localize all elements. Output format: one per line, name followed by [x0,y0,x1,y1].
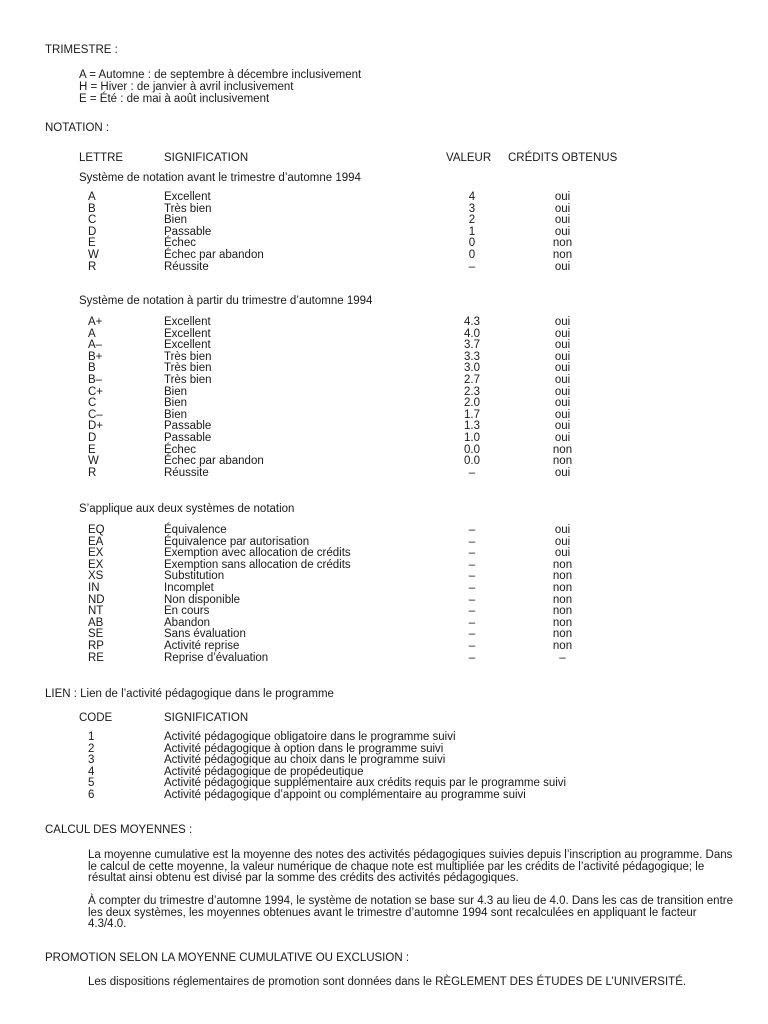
grade-signification: Sans évaluation [164,628,246,641]
grade-valeur: 3.3 [464,350,480,363]
calcul-heading: CALCUL DES MOYENNES : [45,824,193,836]
trimestre-line-automne: A = Automne : de septembre à décembre inclusivement [79,69,362,81]
grade-row [0,583,768,595]
grade-row [0,629,768,641]
grade-code: W [88,249,99,261]
grade-signification: Non disponible [164,593,241,606]
grade-code: EA [88,535,104,548]
grade-code: ND [88,593,105,606]
lien-code: 5 [88,777,95,790]
grade-valeur: – [468,605,476,618]
grade-valeur: 4.0 [464,327,480,340]
grade-code: IN [88,582,100,594]
grade-valeur: – [468,466,476,479]
grade-valeur: 2.0 [464,397,480,410]
grade-signification: Activité reprise [164,640,240,652]
grade-signification: Échec [164,237,196,250]
grade-code: B+ [88,350,103,363]
grade-credits: non [552,582,573,594]
grade-signification: Reprise d’évaluation [164,651,269,664]
trimestre-line-hiver: H = Hiver : de janvier à avril inclusivement [79,81,294,93]
grade-valeur: 4.3 [464,316,480,328]
lien-row [0,755,768,767]
grade-valeur: 0.0 [464,443,480,456]
grade-signification: Équivalence [164,524,227,536]
grade-code: A– [88,339,103,352]
grade-code: B– [88,374,103,386]
grade-credits: non [552,616,573,629]
grade-signification: Exemption sans allocation de crédits [164,558,351,571]
grade-row [0,410,768,422]
grade-signification: Bien [164,397,188,410]
promotion-text: Les dispositions réglementaires de promotion sont données dans le RÈGLEMENT DES ÉTUDES DE L’UNIVERSITÉ. [88,976,687,988]
lien-col-header-signification: SIGNIFICATION [164,712,249,724]
grade-row [0,215,768,227]
grade-code: D+ [88,420,104,433]
both-systems-title: S’applique aux deux systèmes de notation [79,503,295,515]
grade-row [0,641,768,653]
grade-row [0,317,768,329]
grade-credits: non [552,640,573,652]
grade-credits: non [552,605,573,618]
grade-valeur: 3.7 [464,339,480,352]
grade-row [0,204,768,216]
grade-row [0,571,768,583]
grade-credits: oui [554,432,571,444]
grade-code: A [88,191,96,203]
grade-signification: Excellent [164,339,211,352]
lien-signification: Activité pédagogique au choix dans le programme suivi [164,754,446,767]
trimestre-heading: TRIMESTRE : [45,44,118,56]
grade-valeur: 1 [468,225,476,238]
lien-row [0,790,768,802]
grade-row [0,456,768,468]
grade-row [0,445,768,457]
grade-valeur: 4 [468,191,476,203]
grade-row [0,250,768,262]
grade-valeur: – [468,640,476,652]
grade-credits: non [552,628,573,641]
grade-valeur: 2.3 [464,385,480,398]
grade-row [0,227,768,239]
grade-signification: Très bien [164,202,212,215]
lien-code: 6 [88,789,95,801]
grade-valeur: 1.0 [464,432,480,444]
grade-row [0,560,768,572]
grade-credits: non [552,443,573,456]
grade-row [0,262,768,274]
lien-code: 2 [88,742,95,755]
grade-valeur: – [468,616,476,629]
grade-code: EX [88,558,104,571]
grade-row [0,618,768,630]
grade-code: C [88,214,97,227]
grade-credits: oui [554,385,571,398]
grade-credits: oui [554,191,571,203]
grade-credits: oui [554,524,571,536]
grade-signification: Excellent [164,191,211,203]
grade-signification: Bien [164,408,188,421]
grade-row [0,525,768,537]
grade-valeur: 1.3 [464,420,480,433]
grade-signification: Réussite [164,260,209,273]
grade-signification: En cours [164,605,210,618]
grade-credits: oui [554,466,571,479]
grade-credits: oui [554,214,571,227]
grade-signification: Bien [164,214,188,227]
grade-row [0,192,768,204]
grade-row [0,468,768,480]
grade-code: W [88,455,99,468]
lien-code: 4 [88,765,95,778]
grade-credits: non [552,558,573,571]
col-header-valeur: VALEUR [446,152,492,164]
grade-credits: non [552,570,573,583]
grade-code: EQ [88,524,105,536]
grade-credits: oui [554,397,571,410]
calcul-paragraph-2: À compter du trimestre d’automne 1994, le système de notation se base sur 4.3 au lieu de 4.0. Dans les cas de transition entre les deux systèmes, les moyennes obtenues avant le trimestre d’automne 1994 sont recalculées en appliquant le facteur 4.3/4.0. [88,895,733,931]
grade-signification: Échec par abandon [164,455,264,468]
grade-valeur: – [468,651,476,664]
grade-code: B [88,202,96,215]
grade-credits: oui [554,374,571,386]
col-header-lettre: LETTRE [79,152,124,164]
grade-valeur: – [468,570,476,583]
grade-signification: Substitution [164,570,225,583]
grade-valeur: – [468,547,476,560]
grade-valeur: 0.0 [464,455,480,468]
grade-row [0,537,768,549]
grade-code: B [88,362,96,375]
grade-code: R [88,466,97,479]
grade-code: E [88,237,96,250]
grade-code: AB [88,616,104,629]
grade-credits: oui [554,420,571,433]
grade-credits: oui [554,535,571,548]
grade-row [0,340,768,352]
grade-credits: oui [554,260,571,273]
grade-credits: oui [554,225,571,238]
grade-credits: oui [554,327,571,340]
grade-signification: Réussite [164,466,209,479]
grade-signification: Bien [164,385,188,398]
lien-signification: Activité pédagogique à option dans le programme suivi [164,742,444,755]
grade-signification: Incomplet [164,582,214,594]
lien-signification: Activité pédagogique supplémentaire aux crédits requis par le programme suivi [164,777,567,790]
lien-code: 3 [88,754,95,767]
grade-code: EX [88,547,104,560]
grade-signification: Passable [164,420,212,433]
grade-valeur: 0 [468,249,476,261]
grade-signification: Très bien [164,362,212,375]
grade-row [0,329,768,341]
grade-code: NT [88,605,104,618]
grade-credits: oui [554,547,571,560]
grade-signification: Équivalence par autorisation [164,535,310,548]
grade-credits: oui [554,362,571,375]
grade-valeur: – [468,582,476,594]
grade-credits: non [552,455,573,468]
lien-heading: LIEN : Lien de l’activité pédagogique dans le programme [45,688,334,700]
grade-code: A [88,327,96,340]
grade-valeur: 1.7 [464,408,480,421]
grade-signification: Très bien [164,374,212,386]
grade-credits: oui [554,350,571,363]
grade-signification: Exemption avec allocation de crédits [164,547,351,560]
grade-row [0,653,768,665]
grade-code: A+ [88,316,103,328]
col-header-credits: CRÉDITS OBTENUS [508,152,618,164]
grade-signification: Passable [164,225,212,238]
grade-code: C– [88,408,103,421]
grade-signification: Échec [164,443,196,456]
grade-code: C+ [88,385,104,398]
lien-col-header-code: CODE [79,712,113,724]
grade-signification: Excellent [164,316,211,328]
grade-code: R [88,260,97,273]
grade-valeur: 3 [468,202,476,215]
grade-valeur: – [468,593,476,606]
lien-signification: Activité pédagogique obligatoire dans le programme suivi [164,731,456,743]
grade-credits: – [559,651,566,664]
grade-code: E [88,443,96,456]
grade-row [0,398,768,410]
grade-row [0,387,768,399]
grade-valeur: 0 [468,237,476,250]
col-header-signification: SIGNIFICATION [164,152,249,164]
grade-signification: Très bien [164,350,212,363]
grade-valeur: 3.0 [464,362,480,375]
grade-credits: oui [554,316,571,328]
grade-code: RE [88,651,104,664]
grade-valeur: 2 [468,214,476,227]
grade-valeur: – [468,524,476,536]
grade-row [0,433,768,445]
grade-valeur: – [468,260,476,273]
lien-signification: Activité pédagogique d’appoint ou complémentaire au programme suivi [164,789,526,801]
grade-code: D [88,225,97,238]
grade-row [0,238,768,250]
grade-code: SE [88,628,104,641]
grade-valeur: – [468,628,476,641]
calcul-paragraph-1: La moyenne cumulative est la moyenne des notes des activités pédagogiques suivies depuis l’inscription au programme. Dans le calcul de cette moyenne, la valeur numérique de chaque note est multipliée par les crédits de l’activité pédagogique; le résultat ainsi obtenu est divisé par la somme des crédits des activités pédagogiques. [88,849,733,885]
trimestre-line-ete: E = Été : de mai à août inclusivement [79,93,270,105]
grade-row [0,606,768,618]
grade-valeur: – [468,535,476,548]
lien-code: 1 [88,731,95,743]
grade-row [0,375,768,387]
grade-code: RP [88,640,104,652]
before-1994-title: Système de notation avant le trimestre d’automne 1994 [79,172,361,184]
grade-row [0,595,768,607]
grade-credits: non [552,593,573,606]
grade-row [0,421,768,433]
grade-credits: oui [554,339,571,352]
notation-heading: NOTATION : [45,122,110,134]
grade-row [0,548,768,560]
grade-code: C [88,397,97,410]
grade-code: D [88,432,97,444]
after-1994-title: Système de notation à partir du trimestre d’automne 1994 [79,295,373,307]
grade-signification: Échec par abandon [164,249,264,261]
promotion-heading: PROMOTION SELON LA MOYENNE CUMULATIVE OU EXCLUSION : [45,952,410,964]
grade-valeur: – [468,558,476,571]
grade-valeur: 2.7 [464,374,480,386]
grade-row [0,352,768,364]
grade-credits: oui [554,202,571,215]
grade-signification: Abandon [164,616,211,629]
lien-signification: Activité pédagogique de propédeutique [164,765,364,778]
grade-signification: Passable [164,432,212,444]
grade-code: XS [88,570,104,583]
grade-credits: oui [554,408,571,421]
grade-credits: non [552,249,573,261]
grade-signification: Excellent [164,327,211,340]
grade-row [0,363,768,375]
grade-credits: non [552,237,573,250]
